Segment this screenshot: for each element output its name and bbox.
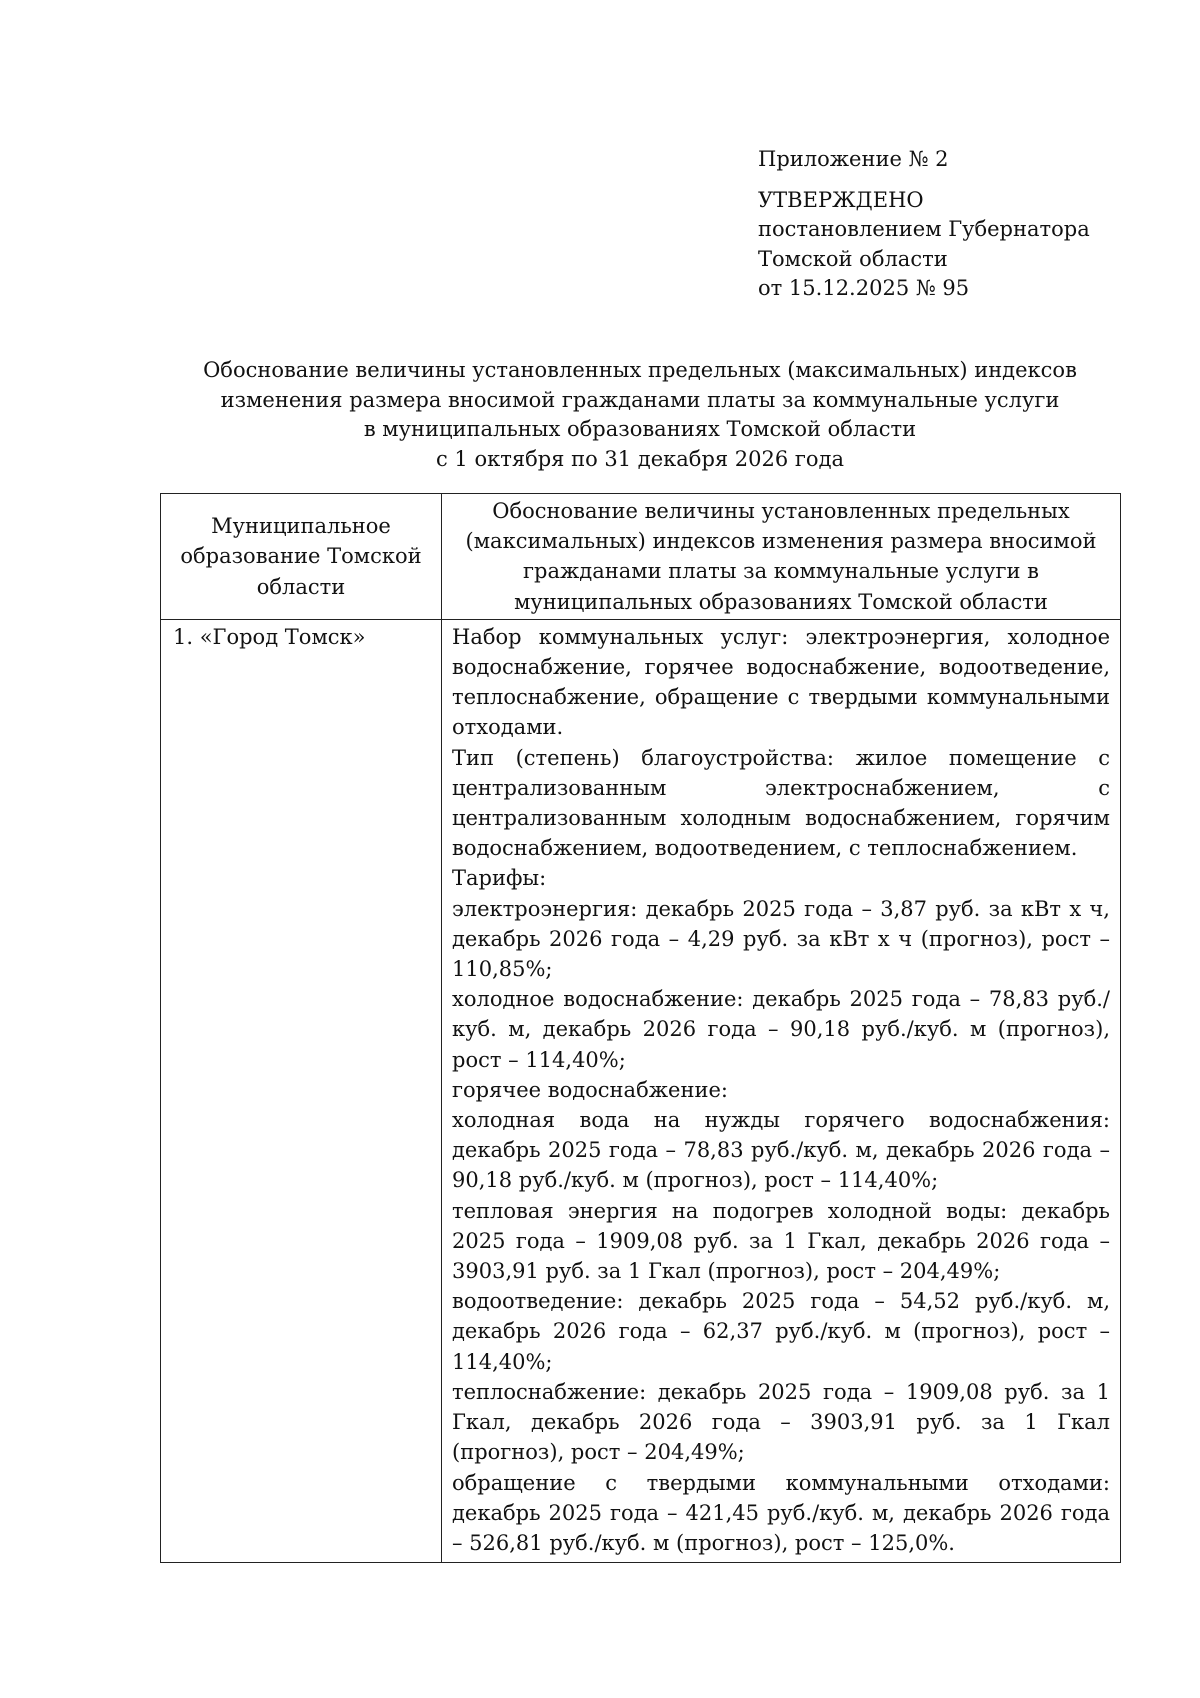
justification-table: [160, 493, 1121, 1563]
justification-cell: [442, 619, 1121, 1562]
municipality-cell: 1. «Город Томск»: [161, 619, 442, 1562]
cold-water-tariff: холодное водоснабжение: декабрь 2025 года – 78,83 руб./куб. м, декабрь 2026 года – 90,18 руб./куб. м (прогноз), рост – 114,40%;: [452, 987, 1110, 1072]
hot-water-heat-component-tariff: тепловая энергия на подогрев холодной воды: декабрь 2025 года – 1909,08 руб. за 1 Гкал, декабрь 2026 года – 3903,91 руб. за 1 Гкал (прогноз), рост – 204,49%;: [452, 1198, 1110, 1284]
title-line-3: в муниципальных образованиях Томской области: [363, 417, 917, 441]
table-header-row: [161, 494, 1121, 620]
annex-number: Приложение № 2: [758, 147, 949, 171]
column-header-municipality: Муниципальное образование Томской области: [161, 494, 442, 620]
services-paragraph: Набор коммунальных услуг: электроэнергия, холодное водоснабжение, горячее водоснабжение, водоотведение, теплоснабжение, обращение с твердыми коммунальными отходами.: [452, 624, 1110, 740]
title-line-4: с 1 октября по 31 декабря 2026 года: [435, 446, 845, 471]
electricity-tariff: электроэнергия: декабрь 2025 года – 3,87 руб. за кВт х ч, декабрь 2026 года – 4,29 руб. за кВт х ч (прогноз), рост – 110,85%;: [452, 896, 1110, 982]
approved-stamp: УТВЕРЖДЕНО: [758, 187, 924, 212]
title-line-2: изменения размера вносимой гражданами платы за коммунальные услуги: [220, 387, 1060, 412]
hot-water-cold-component-tariff: холодная вода на нужды горячего водоснабжения: декабрь 2025 года – 78,83 руб./куб. м, декабрь 2026 года – 90,18 руб./куб. м (прогноз), рост – 114,40%;: [452, 1108, 1110, 1193]
approval-line-date: от 15.12.2025 № 95: [758, 276, 970, 300]
approval-line-region: Томской области: [758, 246, 948, 271]
improvement-paragraph: Тип (степень) благоустройства: жилое помещение с централизованным электроснабжением, с централизованным холодным водоснабжением, горячим водоснабжением, водоотведением, с теплоснабжением.: [452, 745, 1110, 861]
heating-tariff: теплоснабжение: декабрь 2025 года – 1909,08 руб. за 1 Гкал, декабрь 2026 года – 3903,91 руб. за 1 Гкал (прогноз), рост – 204,49%;: [452, 1379, 1110, 1465]
tariffs-label: Тарифы:: [452, 866, 547, 891]
waste-tariff: обращение с твердыми коммунальными отходами: декабрь 2025 года – 421,45 руб./куб. м, декабрь 2026 года – 526,81 руб./куб. м (прогноз), рост – 125,0%.: [452, 1470, 1110, 1555]
table-row: [161, 619, 1121, 1562]
approval-block: [758, 145, 1178, 304]
column-header-justification: Обоснование величины установленных предельных (максимальных) индексов изменения размера вносимой гражданами платы за коммунальные услуги в муниципальных образованиях Томской области: [442, 494, 1121, 620]
hot-water-label: горячее водоснабжение:: [452, 1077, 728, 1102]
sewerage-tariff: водоотведение: декабрь 2025 года – 54,52 руб./куб. м, декабрь 2026 года – 62,37 руб./куб. м (прогноз), рост – 114,40%;: [452, 1289, 1110, 1374]
approval-line-decree: постановлением Губернатора: [758, 217, 1090, 241]
title-line-1: Обоснование величины установленных предельных (максимальных) индексов: [203, 358, 1077, 382]
document-title: [160, 356, 1120, 474]
